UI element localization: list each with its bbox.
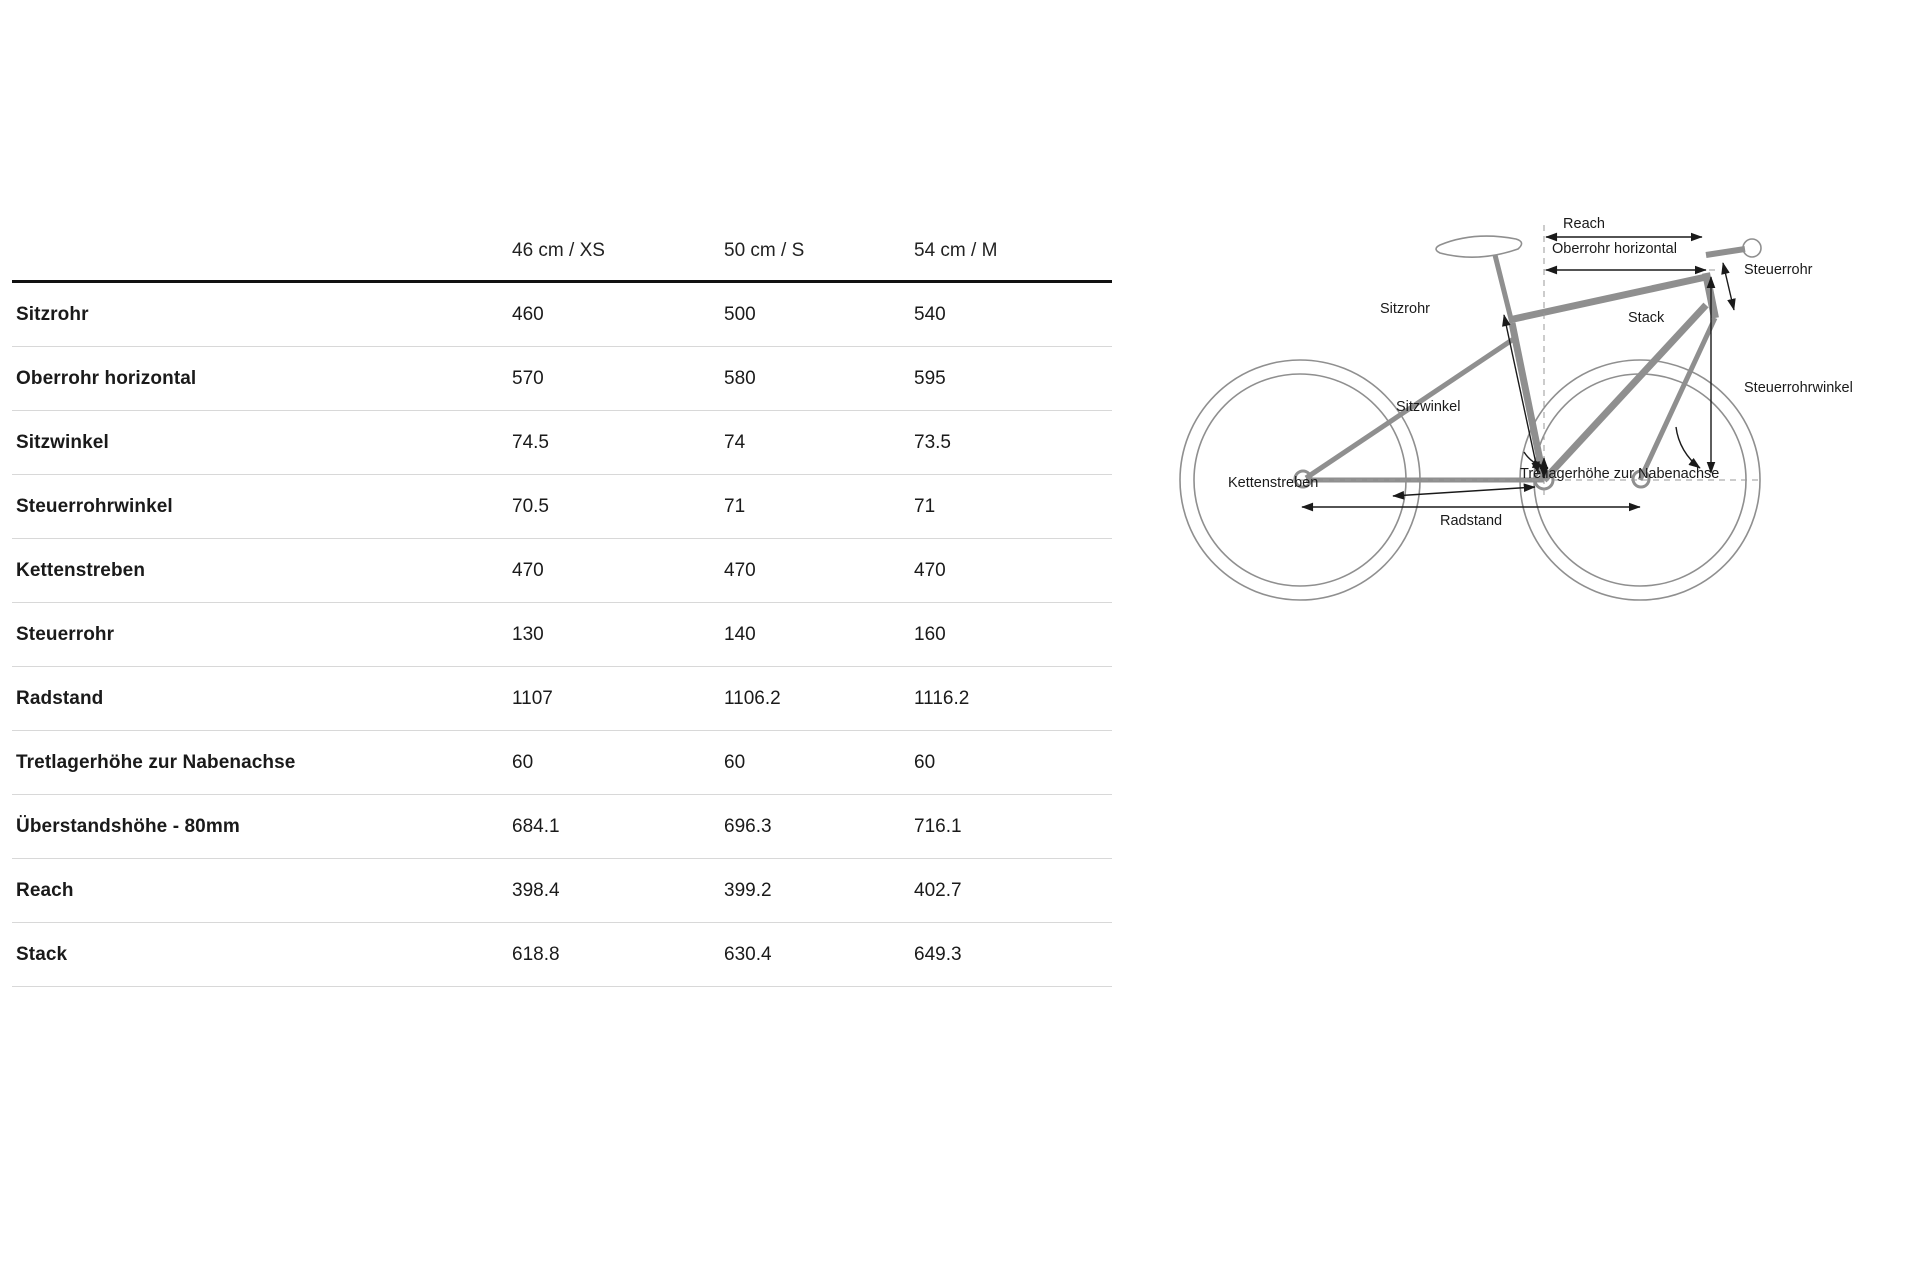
geometry-table (12, 240, 1112, 987)
row-label: Kettenstreben (12, 539, 512, 603)
column-header-size-m: 54 cm / M (914, 240, 998, 261)
cell-m: 470 (914, 539, 1112, 603)
cell-s: 580 (724, 347, 914, 411)
cell-s: 630.4 (724, 923, 914, 987)
table-row (12, 795, 1112, 859)
table-row (12, 475, 1112, 539)
table-row (12, 603, 1112, 667)
cell-xs: 618.8 (512, 923, 724, 987)
cell-m: 160 (914, 603, 1112, 667)
saddle (1436, 236, 1522, 257)
cell-s: 60 (724, 731, 914, 795)
table-row (12, 667, 1112, 731)
label-reach: Reach (1563, 216, 1605, 232)
row-label: Sitzrohr (12, 282, 512, 347)
top-tube (1509, 277, 1706, 320)
table-row (12, 731, 1112, 795)
row-label: Steuerrohrwinkel (12, 475, 512, 539)
row-label: Oberrohr horizontal (12, 347, 512, 411)
table-row (12, 859, 1112, 923)
table-row (12, 411, 1112, 475)
cell-xs: 74.5 (512, 411, 724, 475)
label-oberrohr-horizontal: Oberrohr horizontal (1552, 241, 1677, 257)
cell-s: 140 (724, 603, 914, 667)
column-header-size-xs: 46 cm / XS (512, 240, 605, 261)
cell-s: 399.2 (724, 859, 914, 923)
label-sitzwinkel: Sitzwinkel (1396, 399, 1461, 415)
cell-xs: 470 (512, 539, 724, 603)
row-label: Sitzwinkel (12, 411, 512, 475)
row-label: Radstand (12, 667, 512, 731)
cell-m: 716.1 (914, 795, 1112, 859)
column-header-size-s: 50 cm / S (724, 240, 805, 261)
row-label: Stack (12, 923, 512, 987)
label-steuerrohr: Steuerrohr (1744, 262, 1813, 278)
handlebar (1743, 239, 1761, 257)
table-header-row (12, 240, 1112, 282)
cell-s: 74 (724, 411, 914, 475)
cell-m: 402.7 (914, 859, 1112, 923)
cell-s: 500 (724, 282, 914, 347)
fork (1640, 318, 1715, 480)
cell-xs: 570 (512, 347, 724, 411)
column-header-measure (12, 240, 512, 282)
cell-xs: 70.5 (512, 475, 724, 539)
cell-xs: 460 (512, 282, 724, 347)
cell-m: 71 (914, 475, 1112, 539)
row-label: Überstandshöhe - 80mm (12, 795, 512, 859)
cell-xs: 130 (512, 603, 724, 667)
cell-xs: 60 (512, 731, 724, 795)
cell-s: 1106.2 (724, 667, 914, 731)
table-row (12, 282, 1112, 347)
label-steuerrohrwinkel: Steuerrohrwinkel (1744, 380, 1853, 396)
stem (1706, 249, 1745, 255)
geometry-table-container (12, 240, 1112, 987)
cell-m: 73.5 (914, 411, 1112, 475)
cell-s: 696.3 (724, 795, 914, 859)
label-tretlagerhoehe: Tretlagerhöhe zur Nabenachse (1520, 466, 1720, 482)
row-label: Reach (12, 859, 512, 923)
cell-xs: 398.4 (512, 859, 724, 923)
cell-m: 649.3 (914, 923, 1112, 987)
cell-xs: 684.1 (512, 795, 724, 859)
kettenstreben-arrow (1393, 487, 1535, 496)
seatpost (1495, 255, 1512, 323)
table-row (12, 347, 1112, 411)
label-radstand: Radstand (1440, 513, 1503, 529)
label-stack: Stack (1628, 310, 1665, 326)
sitzrohr-arrow (1504, 315, 1538, 473)
cell-m: 1116.2 (914, 667, 1112, 731)
table-row (12, 539, 1112, 603)
table-row (12, 923, 1112, 987)
steuerrohr-arrow (1723, 263, 1734, 310)
cell-s: 71 (724, 475, 914, 539)
table-header (12, 240, 1112, 282)
bike-geometry-diagram (1140, 215, 1900, 645)
steuerrohrwinkel-arc (1676, 427, 1700, 468)
table-body (12, 282, 1112, 987)
label-sitzrohr: Sitzrohr (1380, 301, 1430, 317)
cell-m: 60 (914, 731, 1112, 795)
bike-outline (1180, 236, 1761, 600)
row-label: Tretlagerhöhe zur Nabenachse (12, 731, 512, 795)
cell-m: 595 (914, 347, 1112, 411)
cell-xs: 1107 (512, 667, 724, 731)
label-kettenstreben: Kettenstreben (1228, 475, 1319, 491)
row-label: Steuerrohr (12, 603, 512, 667)
cell-m: 540 (914, 282, 1112, 347)
cell-s: 470 (724, 539, 914, 603)
